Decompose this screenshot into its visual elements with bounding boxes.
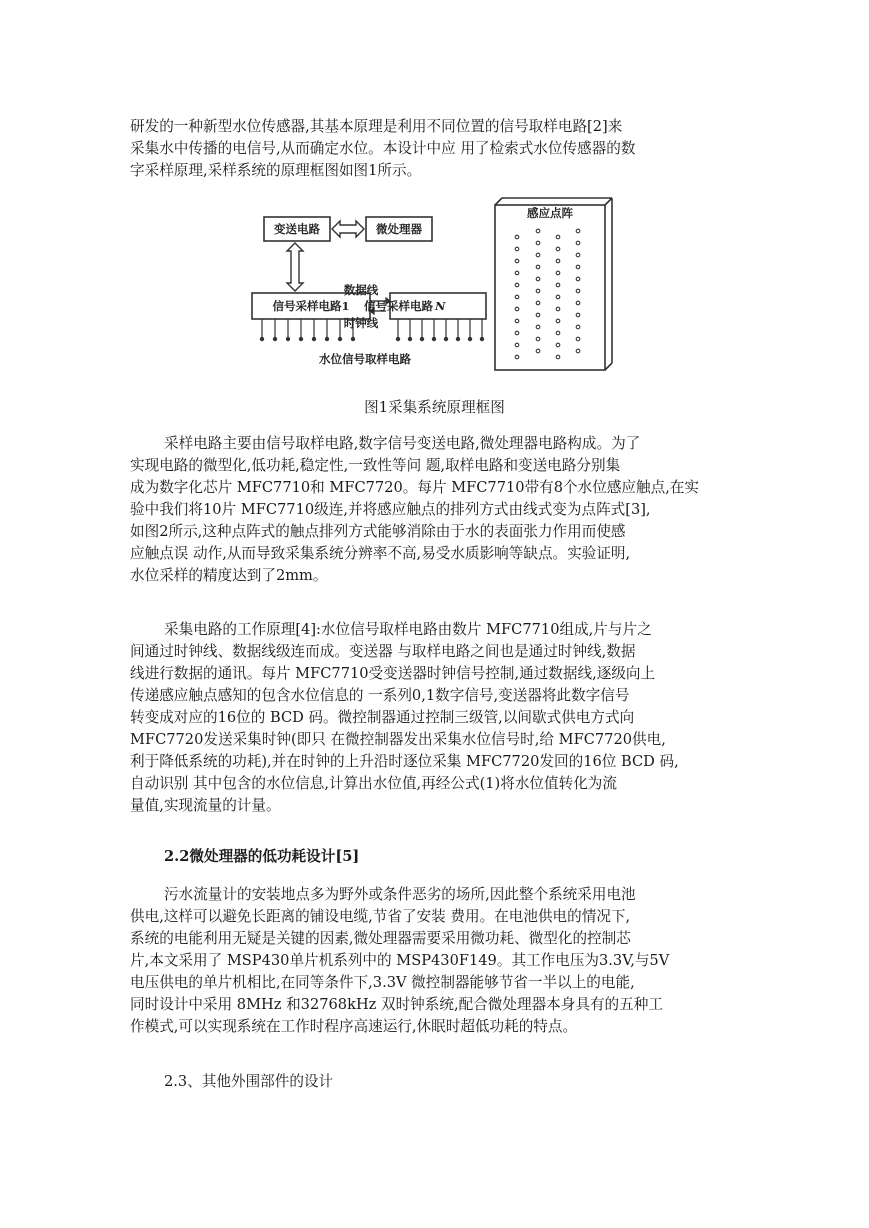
sensor-dot [576, 349, 580, 353]
figure-1-diagram [240, 195, 620, 375]
sensor-dot [536, 289, 540, 293]
label-microprocessor: 微处理器 [376, 222, 422, 236]
label-sampler-n-suffix: N [435, 299, 446, 313]
sensor-dot [536, 277, 540, 281]
sensor-dot [576, 337, 580, 341]
sampler-n-pins [396, 319, 483, 341]
sensor-dot [536, 253, 540, 257]
sensor-dot [515, 235, 519, 239]
text-line: 字采样原理,采样系统的原理框图如图1所示。 [130, 162, 422, 179]
sensor-dot [556, 319, 560, 323]
sensor-dot [556, 355, 560, 359]
paragraph-working-principle [130, 619, 748, 817]
text-line: 验中我们将10片 MFC7710级连,并将感应触点的排列方式由线式变为点阵式[3], [130, 501, 651, 518]
text-line: 研发的一种新型水位传感器,其基本原理是利用不同位置的信号取样电路[2]来 [130, 118, 623, 135]
double-arrow-horizontal [332, 221, 364, 237]
text-line: 线进行数据的通讯。每片 MFC7710受变送器时钟信号控制,通过数据线,逐级向上 [130, 665, 656, 682]
sensor-dot [556, 271, 560, 275]
sensor-dot [576, 289, 580, 293]
text-line: 同时设计中采用 8MHz 和32768kHz 双时钟系统,配合微处理器本身具有的五种工 [130, 996, 663, 1013]
paragraph-sampling-circuit [130, 433, 748, 587]
text-line: 水位采样的精度达到了2mm。 [130, 567, 328, 584]
sensor-dot-matrix [515, 229, 580, 359]
text-line: 电压供电的单片机相比,在同等条件下,3.3V 微控制器能够节省一半以上的电能, [130, 974, 635, 991]
sensor-dot [576, 277, 580, 281]
sensor-dot [515, 247, 519, 251]
text-line: 量值,实现流量的计量。 [130, 797, 281, 814]
sensor-dot [556, 259, 560, 263]
text-line: 采集电路的工作原理[4]:水位信号取样电路由数片 MFC7710组成,片与片之 [164, 621, 652, 638]
sensor-dot [556, 331, 560, 335]
sensor-dot [515, 331, 519, 335]
text-line: 采集水中传播的电信号,从而确定水位。本设计中应 用了检索式水位传感器的数 [130, 140, 636, 157]
text-line: 转变成对应的16位的 BCD 码。微控制器通过控制三级管,以间歇式供电方式向 [130, 709, 635, 726]
text-line: 自动识别 其中包含的水位信息,计算出水位值,再经公式(1)将水位值转化为流 [130, 775, 617, 792]
double-arrow-vertical [287, 243, 303, 291]
sensor-dot [576, 313, 580, 317]
sensor-dot [515, 355, 519, 359]
figure-caption: 图1采集系统原理框图 [364, 399, 505, 416]
text-line: 成为数字化芯片 MFC7710和 MFC7720。每片 MFC7710带有8个水位感应触点,在实 [130, 479, 700, 496]
sensor-dot [515, 259, 519, 263]
sensor-dot [576, 229, 580, 233]
sensor-dot [536, 325, 540, 329]
sensor-dot [576, 241, 580, 245]
text-line: 片,本文采用了 MSP430单片机系列中的 MSP430F149。其工作电压为3.3V,与5V [130, 952, 670, 969]
sensor-dot [576, 253, 580, 257]
sensor-dot [556, 247, 560, 251]
sensor-dot [515, 283, 519, 287]
sensor-dot [576, 301, 580, 305]
sensor-dot [536, 229, 540, 233]
label-transmitter: 变送电路 [274, 222, 320, 236]
sensor-dot [536, 301, 540, 305]
sensor-dot [556, 235, 560, 239]
text-line: 如图2所示,这种点阵式的触点排列方式能够消除由于水的表面张力作用而使感 [130, 523, 626, 540]
label-sampler-1: 信号采样电路1 [272, 299, 350, 313]
text-line: 实现电路的微型化,低功耗,稳定性,一致性等问 题,取样电路和变送电路分别集 [130, 457, 621, 474]
sensor-dot [515, 319, 519, 323]
sensor-dot [576, 325, 580, 329]
text-line: 污水流量计的安装地点多为野外或条件恶劣的场所,因此整个系统采用电池 [164, 886, 636, 903]
label-data-line: 数据线 [343, 283, 379, 297]
text-line: 系统的电能利用无疑是关键的因素,微处理器需要采用微功耗、微型化的控制芯 [130, 930, 631, 947]
label-sampler-n: 信号采样电路 [364, 299, 433, 313]
section-heading-2-3: 2.3、其他外围部件的设计 [164, 1073, 334, 1090]
sensor-dot [556, 283, 560, 287]
text-line: 利于降低系统的功耗),并在时钟的上升沿时逐位采集 MFC7720发回的16位 BCD 码, [130, 753, 679, 770]
label-sensor-array: 感应点阵 [527, 206, 573, 220]
text-line: 采样电路主要由信号取样电路,数字信号变送电路,微处理器电路构成。为了 [164, 435, 641, 452]
sensor-dot [556, 307, 560, 311]
sensor-dot [536, 337, 540, 341]
text-line: 传递感应触点感知的包含水位信息的 一系列0,1数字信号,变送器将此数字信号 [130, 687, 630, 704]
sensor-dot [576, 265, 580, 269]
sensor-dot [515, 307, 519, 311]
sensor-dot [536, 349, 540, 353]
sensor-dot [515, 271, 519, 275]
label-water-circuit: 水位信号取样电路 [319, 352, 411, 366]
sampler-1-pins [260, 319, 354, 341]
sensor-dot [556, 343, 560, 347]
text-line: MFC7720发送采集时钟(即只 在微控制器发出采集水位信号时,给 MFC7720供电, [130, 731, 666, 748]
text-line: 供电,这样可以避免长距离的铺设电缆,节省了安装 费用。在电池供电的情况下, [130, 908, 631, 925]
paragraph-low-power [130, 884, 748, 1038]
text-line: 作模式,可以实现系统在工作时程序高速运行,休眠时超低功耗的特点。 [130, 1018, 578, 1035]
sensor-array-box [495, 205, 605, 370]
sensor-dot [536, 313, 540, 317]
label-clock-line: 时钟线 [343, 316, 379, 330]
sensor-dot [515, 343, 519, 347]
sensor-dot [536, 241, 540, 245]
sensor-dot [556, 295, 560, 299]
sensor-dot [536, 265, 540, 269]
section-heading-2-2: 2.2微处理器的低功耗设计[5] [164, 848, 360, 865]
text-line: 应触点误 动作,从而导致采集系统分辨率不高,易受水质影响等缺点。实验证明, [130, 545, 631, 562]
text-line: 间通过时钟线、数据线级连而成。变送器 与取样电路之间也是通过时钟线,数据 [130, 643, 636, 660]
paragraph-intro [130, 116, 748, 182]
sensor-dot [515, 295, 519, 299]
